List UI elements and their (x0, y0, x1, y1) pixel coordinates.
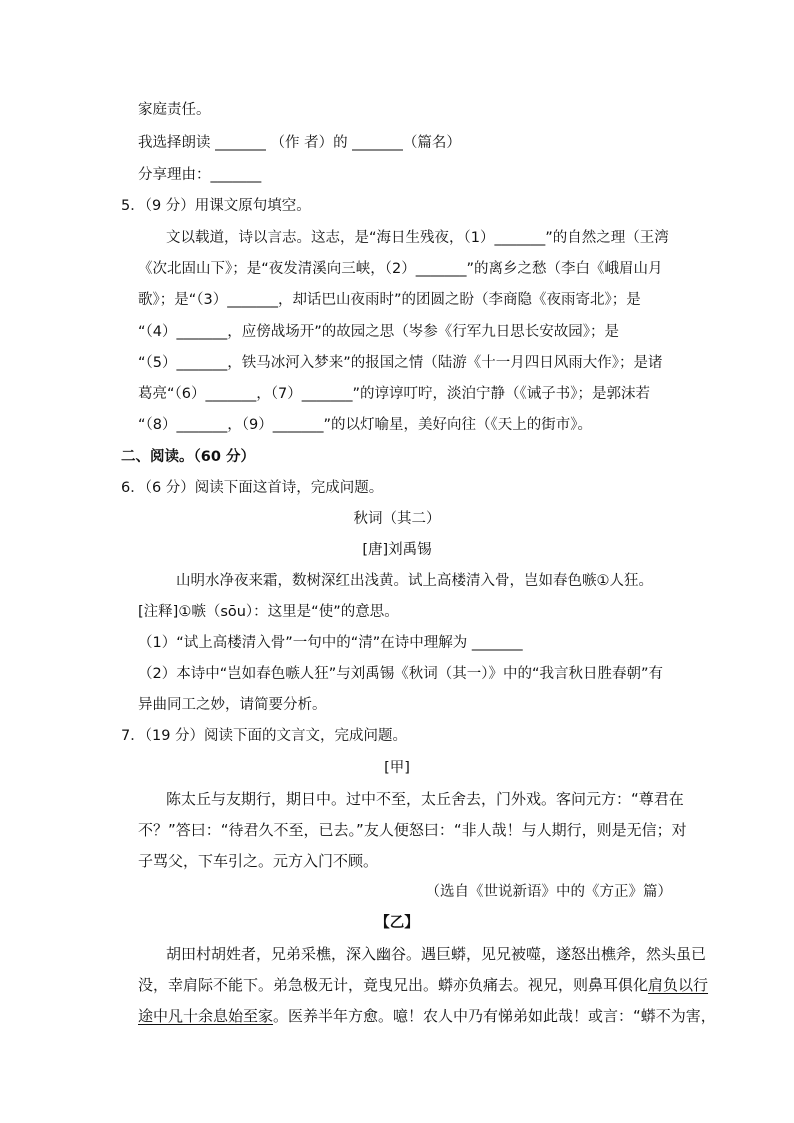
text-line: 《次北固山下》；是“夜发清溪向三峡，（2）_______”的离乡之愁（李白《峨眉山月 (138, 261, 663, 277)
passage-text: 陈太丘与友期行，期日中。过中不至，太丘舍去，门外戏。客问元方：“尊君在 (166, 790, 684, 808)
passage-text: 不？”答曰：“待君久不至，已去。”友人便怒曰：“非人哉！与人期行，则是无信；对 (138, 821, 687, 839)
sub-question: （2）本诗中“岂如春色嗾人狂”与刘禹锡《秋词（其一）》中的“我言秋日胜春朝”有 (138, 666, 664, 682)
text-line: 我选择朗读 _______ （作 者）的 _______（篇名） (138, 135, 461, 151)
question-7-heading: 7．（19 分）阅读下面的文言文，完成问题。 (121, 728, 408, 744)
passage-b-label: 【乙】 (375, 915, 419, 931)
underlined-phrase: 肩负以行 (648, 976, 709, 994)
text-line: 歌》；是“（3）_______，却话巴山夜雨时”的团圆之盼（李商隐《夜雨寄北》；是 (138, 292, 641, 308)
passage-a-label: [甲] (384, 760, 410, 776)
question-6-heading: 6．（6 分）阅读下面这首诗，完成问题。 (121, 480, 384, 496)
annotation: [注释]①嗾（sōu）：这里是“使”的意思。 (138, 604, 399, 620)
passage-text: 子骂父，下车引之。元方入门不顾。 (138, 852, 379, 870)
passage-text: 没，幸肩际不能下。弟急极无计，竟曳兄出。蟒亦负痛去。视兄，则鼻耳俱化 (138, 976, 649, 994)
poem-title: 秋词（其二） (353, 511, 441, 527)
poem-text: 山明水净夜来霜，数树深红出浅黄。试上高楼清入骨，岂如春色嗾①人狂。 (176, 573, 653, 589)
sub-question: （1）“试上高楼清入骨”一句中的“清”在诗中理解为 _______ (138, 635, 523, 651)
poem-author: [唐]刘禹锡 (362, 542, 432, 558)
passage-text: 胡田村胡姓者，兄弟采樵，深入幽谷。遇巨蟒，见兄被噬，遂怒出樵斧，然头虽已 (166, 945, 707, 963)
question-5-heading: 5．（9 分）用课文原句填空。 (121, 198, 311, 214)
underlined-phrase: 途中凡十余息始至家 (138, 1007, 274, 1025)
passage-text-line (138, 975, 708, 995)
section-heading: 二、阅读。（60 分） (121, 449, 255, 465)
text-line: 分享理由：_______ (138, 167, 262, 183)
source-note: （选自《世说新语》中的《方正》篇） (425, 884, 672, 900)
passage-text-line (138, 1006, 716, 1026)
text-line: 葛亮“（6）_______，（7）_______”的谆谆叮咛，淡泊宁静（《诫子书》；是郭沫若 (138, 386, 650, 402)
text-line: “（4）_______，应傍战场开”的故园之思（岑参《行军九日思长安故园》；是 (138, 324, 619, 340)
text-line: “（8）_______，（9）_______”的以灯喻星，美好向往（《天上的街市》。 (138, 417, 592, 433)
passage-text: 。医养半年方愈。噫！农人中乃有悌弟如此哉！或言：“蟒不为害， (273, 1007, 716, 1025)
text-line: 家庭责任。 (138, 102, 211, 118)
text-line: 异曲同工之妙，请简要分析。 (138, 697, 327, 713)
text-line: “（5）_______，铁马冰河入梦来”的报国之情（陆游《十一月四日风雨大作》；是诸 (138, 355, 663, 371)
text-line: 文以载道，诗以言志。这志，是“海日生残夜，（1）_______”的自然之理（王湾 (166, 230, 669, 246)
